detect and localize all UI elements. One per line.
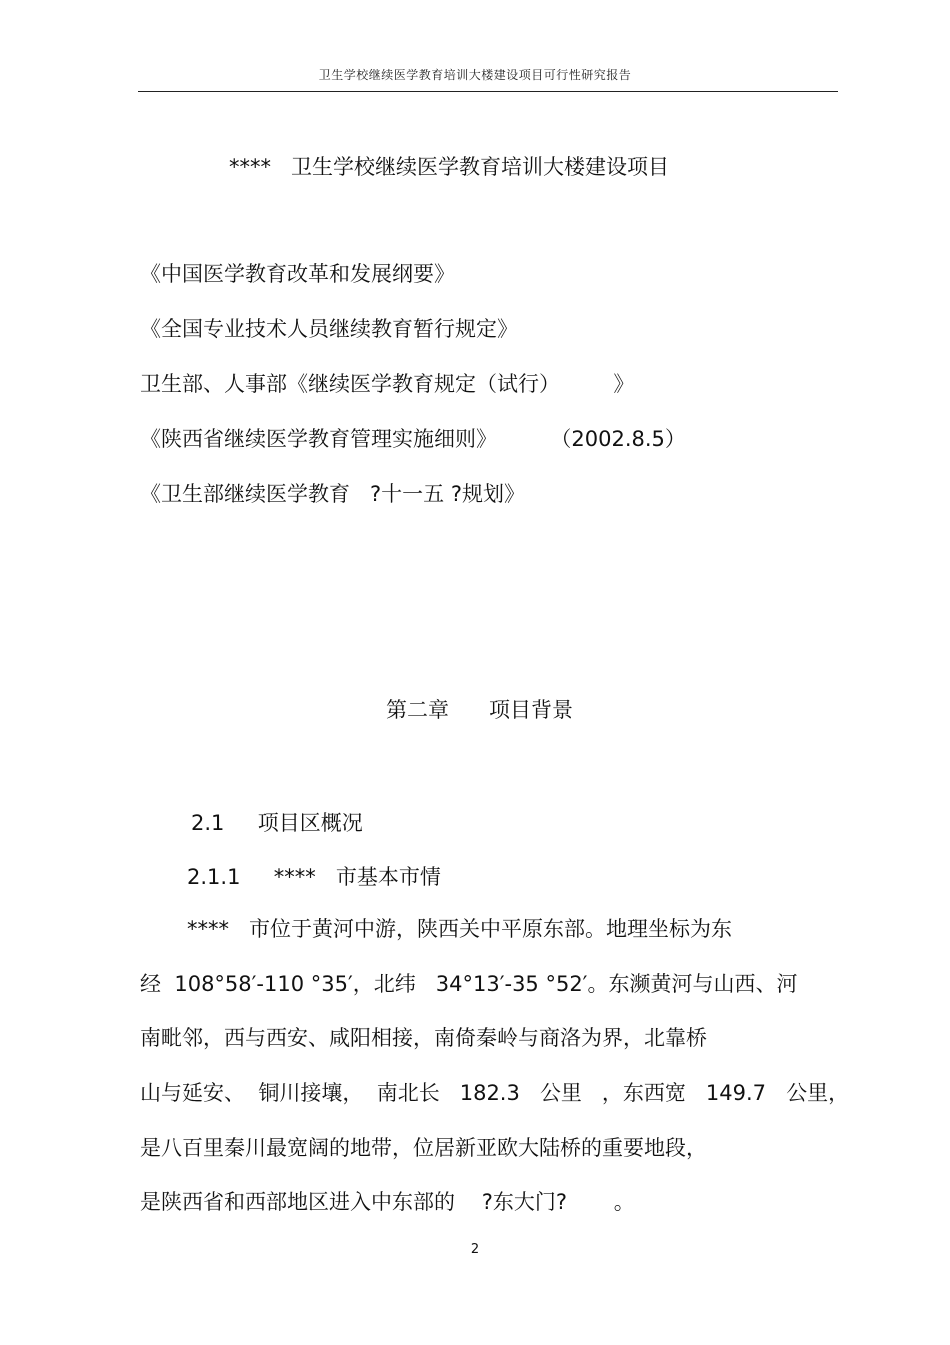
- page-number: 2: [470, 1242, 480, 1257]
- reference-item: 卫生部、人事部《继续医学教育规定（试行） 》: [140, 372, 635, 396]
- reference-item: 《全国专业技术人员继续教育暂行规定》: [140, 317, 518, 341]
- header-rule: [138, 91, 838, 92]
- body-line: 南毗邻，西与西安、咸阳相接，南倚秦岭与商洛为界，北靠桥: [140, 1026, 707, 1050]
- body-line: 是陕西省和西部地区进入中东部的 ?东大门? 。: [140, 1190, 635, 1214]
- reference-item: 《中国医学教育改革和发展纲要》: [140, 262, 455, 286]
- subsection-heading: 2.1.1 **** 市基本市情: [187, 865, 441, 889]
- body-line: 经 108°58′-110 °35′，北纬 34°13′-35 °52′。东濒黄河与山西、河: [140, 972, 798, 996]
- running-header: 卫生学校继续医学教育培训大楼建设项目可行性研究报告: [318, 68, 632, 82]
- section-heading: 2.1 项目区概况: [191, 811, 363, 835]
- body-line: **** 市位于黄河中游，陕西关中平原东部。地理坐标为东: [187, 917, 733, 941]
- body-line: 山与延安、 铜川接壤， 南北长 182.3 公里 ，东西宽 149.7 公里，: [140, 1081, 850, 1105]
- reference-item: 《卫生部继续医学教育 ?十一五 ?规划》: [140, 482, 525, 506]
- body-line: 是八百里秦川最宽阔的地带，位居新亚欧大陆桥的重要地段，: [140, 1136, 707, 1160]
- project-title: **** 卫生学校继续医学教育培训大楼建设项目: [229, 155, 670, 179]
- reference-item: 《陕西省继续医学教育管理实施细则》 （2002.8.5）: [140, 427, 686, 451]
- chapter-heading: 第二章 项目背景: [386, 698, 574, 722]
